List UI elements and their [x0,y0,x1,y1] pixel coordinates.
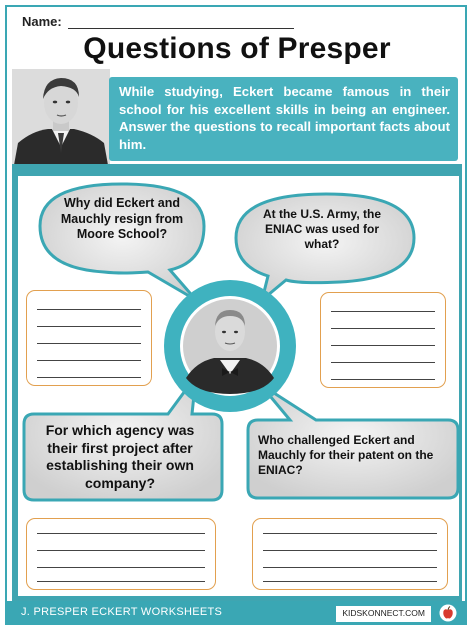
page-title: Questions of Presper [83,32,391,65]
question-3: For which agency was their first project after establishing their own company? [45,422,195,491]
question-2: At the U.S. Army, the ENIAC was used for what? [262,207,381,251]
question-4: Who challenged Eckert and Mauchly for their patent on the ENIAC? [258,433,434,477]
name-label: Name: [22,14,62,29]
intro-box: While studying, Eckert became famous in their school for his excellent skills in being an engineer. Answer the questions to recall important facts about him. [109,77,458,161]
question-1: Why did Eckert and Mauchly resign from Moore School? [60,196,184,241]
answer-box-4[interactable] [252,518,448,590]
footer-bar [7,601,467,624]
answer-box-3[interactable] [26,518,216,590]
answer-box-2[interactable] [320,292,446,388]
footer-title: J. PRESPER ECKERT WORKSHEETS [21,606,223,618]
footer-site[interactable]: KIDSKONNECT.COM [336,606,431,622]
apple-icon [439,604,457,622]
answer-box-1[interactable] [26,290,152,386]
center-photo [164,280,296,412]
